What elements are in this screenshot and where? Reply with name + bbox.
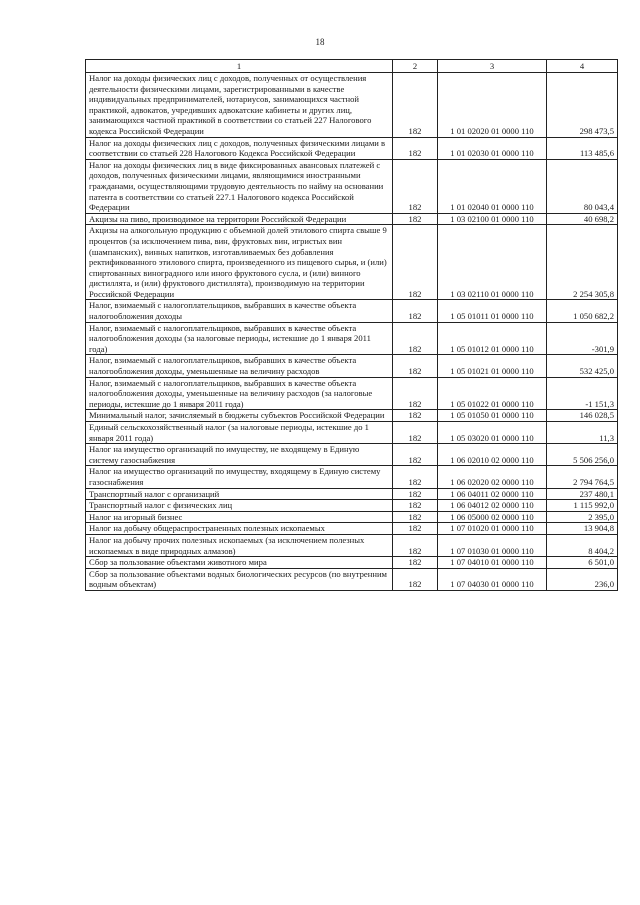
row-budget-code: 1 01 02020 01 0000 110 xyxy=(438,73,547,138)
table-row xyxy=(86,511,618,523)
row-amount: 237 480,1 xyxy=(547,488,618,500)
row-name: Акцизы на пиво, производимое на территории Российской Федерации xyxy=(86,213,393,225)
header-col-1: 1 xyxy=(86,60,393,73)
table-row xyxy=(86,534,618,556)
row-name: Минимальный налог, зачисляемый в бюджеты субъектов Российской Федерации xyxy=(86,410,393,422)
row-amount: 2 794 764,5 xyxy=(547,466,618,488)
row-amount: 5 506 256,0 xyxy=(547,444,618,466)
row-budget-code: 1 01 02040 01 0000 110 xyxy=(438,159,547,213)
row-admin-code: 182 xyxy=(393,300,438,322)
row-name: Налог на доходы физических лиц с доходов, полученных физическими лицами в соответствии со статьей 228 Налогового Кодекса Российской Федерации xyxy=(86,137,393,159)
row-admin-code: 182 xyxy=(393,73,438,138)
row-name: Налог на добычу прочих полезных ископаемых (за исключением полезных ископаемых в виде природных алмазов) xyxy=(86,534,393,556)
row-name: Налог, взимаемый с налогоплательщиков, выбравших в качестве объекта налогообложения доходы xyxy=(86,300,393,322)
table-row xyxy=(86,300,618,322)
row-budget-code: 1 06 04011 02 0000 110 xyxy=(438,488,547,500)
row-name: Налог на доходы физических лиц с доходов, полученных от осуществления деятельности физическими лицами, зарегистрированными в качестве индивидуальных предпринимателей, нотариусов, занимающихся частной практикой, адвокатов, учредивших адвокатские кабинеты и других лиц, занимающихся частной практикой в соответствии со статьей 227 Налогового кодекса Российской Федерации xyxy=(86,73,393,138)
row-name: Сбор за пользование объектами водных биологических ресурсов (по внутренним водным объектам) xyxy=(86,568,393,590)
header-col-2: 2 xyxy=(393,60,438,73)
row-admin-code: 182 xyxy=(393,159,438,213)
row-name: Налог на игорный бизнес xyxy=(86,511,393,523)
row-admin-code: 182 xyxy=(393,523,438,535)
row-admin-code: 182 xyxy=(393,444,438,466)
row-budget-code: 1 05 01050 01 0000 110 xyxy=(438,410,547,422)
row-name: Налог на имущество организаций по имуществу, входящему в Единую систему газоснабжения xyxy=(86,466,393,488)
row-budget-code: 1 05 03020 01 0000 110 xyxy=(438,422,547,444)
row-budget-code: 1 06 04012 02 0000 110 xyxy=(438,500,547,512)
table-row xyxy=(86,322,618,355)
table-row xyxy=(86,225,618,300)
row-name: Единый сельскохозяйственный налог (за налоговые периоды, истекшие до 1 января 2011 года) xyxy=(86,422,393,444)
row-budget-code: 1 07 04030 01 0000 110 xyxy=(438,568,547,590)
row-budget-code: 1 07 01030 01 0000 110 xyxy=(438,534,547,556)
row-name: Налог, взимаемый с налогоплательщиков, выбравших в качестве объекта налогообложения доходы, уменьшенные на величину расходов (за налоговые периоды, истекшие до 1 января 2011 года) xyxy=(86,377,393,410)
row-amount: 298 473,5 xyxy=(547,73,618,138)
row-amount: 113 485,6 xyxy=(547,137,618,159)
row-budget-code: 1 03 02110 01 0000 110 xyxy=(438,225,547,300)
table-row xyxy=(86,568,618,590)
row-admin-code: 182 xyxy=(393,410,438,422)
row-admin-code: 182 xyxy=(393,500,438,512)
row-admin-code: 182 xyxy=(393,534,438,556)
table-row xyxy=(86,523,618,535)
row-amount: 11,3 xyxy=(547,422,618,444)
row-admin-code: 182 xyxy=(393,557,438,569)
table-row xyxy=(86,466,618,488)
row-admin-code: 182 xyxy=(393,355,438,377)
row-name: Сбор за пользование объектами животного мира xyxy=(86,557,393,569)
row-budget-code: 1 01 02030 01 0000 110 xyxy=(438,137,547,159)
row-admin-code: 182 xyxy=(393,466,438,488)
row-admin-code: 182 xyxy=(393,568,438,590)
row-budget-code: 1 06 02010 02 0000 110 xyxy=(438,444,547,466)
row-amount: 1 050 682,2 xyxy=(547,300,618,322)
row-name: Транспортный налог с организаций xyxy=(86,488,393,500)
revenue-table xyxy=(85,59,618,591)
header-col-4: 4 xyxy=(547,60,618,73)
row-amount: 2 395,0 xyxy=(547,511,618,523)
row-admin-code: 182 xyxy=(393,488,438,500)
row-budget-code: 1 05 01012 01 0000 110 xyxy=(438,322,547,355)
table-row xyxy=(86,159,618,213)
row-name: Транспортный налог с физических лиц xyxy=(86,500,393,512)
table-row xyxy=(86,500,618,512)
row-amount: 236,0 xyxy=(547,568,618,590)
table-row xyxy=(86,410,618,422)
row-budget-code: 1 05 01011 01 0000 110 xyxy=(438,300,547,322)
table-row xyxy=(86,422,618,444)
row-budget-code: 1 07 04010 01 0000 110 xyxy=(438,557,547,569)
table-row xyxy=(86,137,618,159)
row-name: Налог, взимаемый с налогоплательщиков, выбравших в качестве объекта налогообложения доходы, уменьшенные на величину расходов xyxy=(86,355,393,377)
row-budget-code: 1 06 05000 02 0000 110 xyxy=(438,511,547,523)
row-admin-code: 182 xyxy=(393,213,438,225)
row-budget-code: 1 06 02020 02 0000 110 xyxy=(438,466,547,488)
row-admin-code: 182 xyxy=(393,422,438,444)
row-budget-code: 1 03 02100 01 0000 110 xyxy=(438,213,547,225)
row-amount: 6 501,0 xyxy=(547,557,618,569)
table-row xyxy=(86,377,618,410)
table-row xyxy=(86,355,618,377)
table-row xyxy=(86,444,618,466)
row-admin-code: 182 xyxy=(393,225,438,300)
table-row xyxy=(86,213,618,225)
row-admin-code: 182 xyxy=(393,377,438,410)
row-amount: 2 254 305,8 xyxy=(547,225,618,300)
row-budget-code: 1 05 01022 01 0000 110 xyxy=(438,377,547,410)
row-amount: 40 698,2 xyxy=(547,213,618,225)
row-admin-code: 182 xyxy=(393,322,438,355)
table-row xyxy=(86,557,618,569)
row-amount: 1 115 992,0 xyxy=(547,500,618,512)
row-name: Налог на доходы физических лиц в виде фиксированных авансовых платежей с доходов, полученных физическими лицами, являющимися иностранными гражданами, осуществляющими трудовую деятельность по найму на основании патента в соответствии со статьей 227.1 Налогового кодекса Российской Федерации xyxy=(86,159,393,213)
row-name: Акцизы на алкогольную продукцию с объемной долей этилового спирта свыше 9 процентов (за исключением пива, вин, фруктовых вин, игристых вин (шампанских), винных напитков, изготавливаемых без добавления ректификованного этилового спирта, произведенного из пищевого сырья, и (или) спиртованных виноградного или иного фруктового сусла, и (или) винного дистиллята, и (или) фруктового дистиллята), производимую на территории Российской Федерации xyxy=(86,225,393,300)
row-name: Налог, взимаемый с налогоплательщиков, выбравших в качестве объекта налогообложения доходы (за налоговые периоды, истекшие до 1 января 2011 года) xyxy=(86,322,393,355)
table-row xyxy=(86,73,618,138)
row-budget-code: 1 07 01020 01 0000 110 xyxy=(438,523,547,535)
row-amount: 532 425,0 xyxy=(547,355,618,377)
row-name: Налог на имущество организаций по имуществу, не входящему в Единую систему газоснабжения xyxy=(86,444,393,466)
row-amount: 8 404,2 xyxy=(547,534,618,556)
header-row xyxy=(86,60,618,73)
header-col-3: 3 xyxy=(438,60,547,73)
row-budget-code: 1 05 01021 01 0000 110 xyxy=(438,355,547,377)
row-amount: 146 028,5 xyxy=(547,410,618,422)
row-admin-code: 182 xyxy=(393,137,438,159)
row-name: Налог на добычу общераспространенных полезных ископаемых xyxy=(86,523,393,535)
row-amount: 13 904,8 xyxy=(547,523,618,535)
row-amount: -1 151,3 xyxy=(547,377,618,410)
row-admin-code: 182 xyxy=(393,511,438,523)
table-row xyxy=(86,488,618,500)
row-amount: -301,9 xyxy=(547,322,618,355)
table-body xyxy=(86,73,618,591)
row-amount: 80 043,4 xyxy=(547,159,618,213)
page-number: 18 xyxy=(315,37,325,47)
